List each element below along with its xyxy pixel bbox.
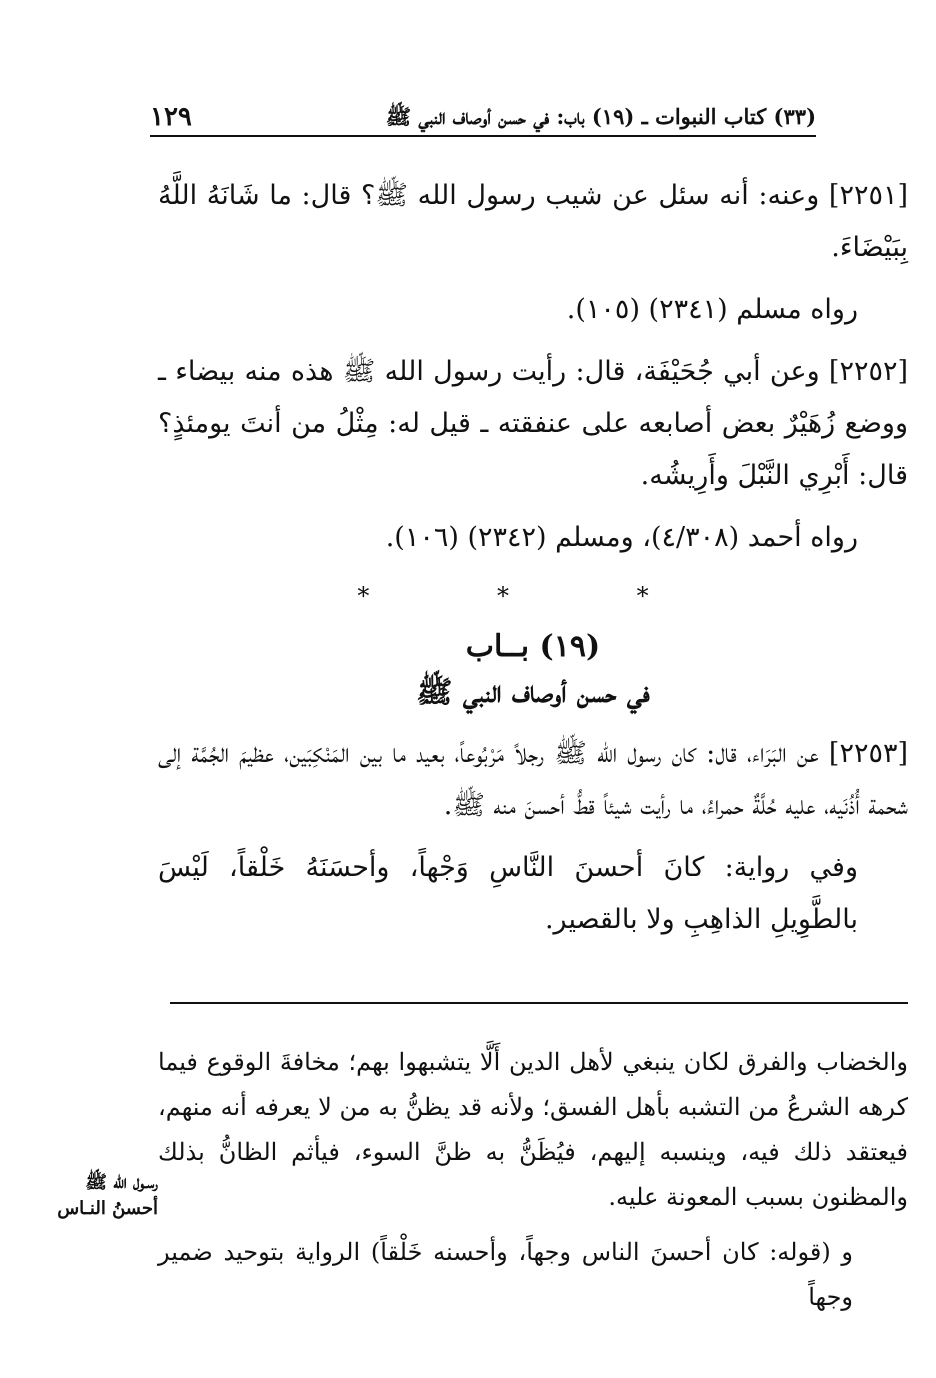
chapter-title: في حسن أوصاف النبي ﷺ [416,675,650,710]
footnote-rule [170,1002,908,1004]
hadith-2253: [٢٢٥٣] عن البَرَاء، قال: كان رسول الله ﷺ رجلاً مَرْبُوعاً، بعيد ما بين المَنْكِبَين، عظيمَ الجُمَّة إلى شحمة أُذُنَيه، عليه حُلَّةٌ حمراءُ، ما رأيت شيئاً قطُّ أحسنَ منه ﷺ. [158,738,908,821]
section-separator: * * * [357,582,709,610]
commentary [158,1040,908,1320]
margin-note [18,1170,158,1222]
hadith-2251: [٢٢٥١] وعنه: أنه سئل عن شيب رسول الله ﷺ؟ قال: ما شَانَهُ اللَّهُ بِبَيْضَاءَ. [158,180,908,263]
commentary-paragraph: و (قوله: كان أحسنَ الناس وجهاً، وأحسنه خَلْقاً) الرواية بتوحيد ضمير وجهاً [158,1238,853,1311]
source-2252: رواه أحمد (٤/٣٠٨)، ومسلم (٢٣٤٢) (١٠٦). [385,522,858,553]
running-head: (٣٣) كتاب النبوات ـ (١٩) باب: في حسن أوصاف النبي ﷺ [385,104,816,129]
page-header [150,98,816,138]
hadith-2252: [٢٢٥٢] وعن أبي جُحَيْفَة، قال: رأيت رسول الله ﷺ هذه منه بيضاء ـ ووضع زُهَيْرٌ بعض أصابعه على عنفقته ـ قيل له: مِثْلُ من أنتَ يومئذٍ؟ قال: أَبْرِي النَّبْلَ وأَرِيشُه. [158,356,908,491]
margin-note-line: رسـول الله ﷺ [85,1172,158,1193]
main-text [158,170,908,956]
riwaya-text: وفي رواية: كانَ أحسنَ النَّاسِ وَجْهاً، وأحسَنَهُ خَلْقاً، لَيْسَ بالطَّوِيلِ الذاهِبِ ولا بالقصير. [158,852,858,935]
header-rule [150,135,816,137]
chapter-number: (١٩) بــاب [465,629,601,664]
source-2251: رواه مسلم (٢٣٤١) (١٠٥). [566,294,858,325]
margin-note-line: أحسنُ النـاس [57,1198,158,1219]
commentary-paragraph: والخضاب والفرق لكان ينبغي لأهل الدين أَلَّا يتشبهوا بهم؛ مخافةَ الوقوع فيما كرهه الشرعُ من التشبه بأهل الفسق؛ ولأنه قد يظنُّ به من لا يعرفه أنه منهم، فيعتقد ذلك فيه، وينسبه إليهم، فيُظَنُّ به ظنَّ السوء، فيأثم الظانُّ بذلك والمظنون بسبب المعونة عليه. [158,1048,909,1211]
page-number: ١٢٩ [150,102,192,132]
